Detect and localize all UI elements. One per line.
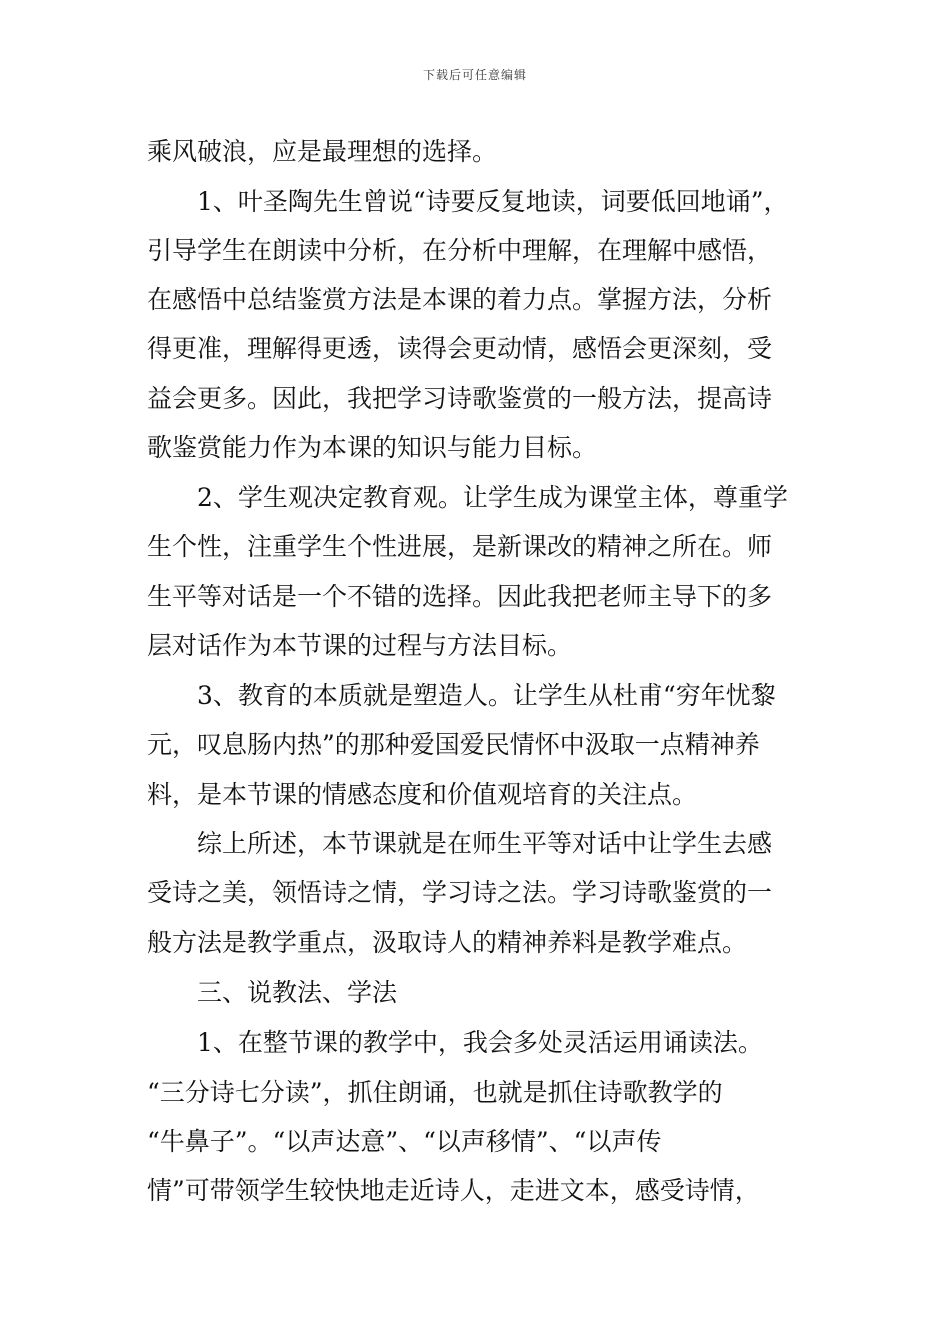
text-line: 2、学生观决定教育观。让学生成为课堂主体，尊重学: [147, 483, 788, 512]
text-line: “牛鼻子”。“以声达意”、“以声移情”、“以声传: [147, 1127, 662, 1156]
text-line: “三分诗七分读”，抓住朗诵，也就是抓住诗歌教学的: [147, 1078, 723, 1107]
page-header: 下载后可任意编辑: [422, 68, 527, 82]
text-line: 般方法是教学重点，汲取诗人的精神养料是教学难点。: [147, 928, 748, 957]
text-line: 生个性，注重学生个性进展，是新课改的精神之所在。师: [147, 532, 773, 561]
text-line: 层对话作为本节课的过程与方法目标。: [147, 631, 573, 660]
text-line: 元，叹息肠内热”的那种爱国爱民情怀中汲取一点精神养: [147, 730, 760, 759]
text-line: 1、叶圣陶先生曾说“诗要反复地读，词要低回地诵”，: [147, 187, 789, 216]
text-line: 料，是本节课的情感态度和价值观培育的关注点。: [147, 780, 698, 809]
text-line: 三、说教法、学法: [147, 978, 398, 1007]
text-line: 综上所述，本节课就是在师生平等对话中让学生去感: [147, 829, 773, 858]
text-line: 乘风破浪，应是最理想的选择。: [147, 137, 498, 166]
text-line: 益会更多。因此，我把学习诗歌鉴赏的一般方法，提高诗: [147, 384, 773, 413]
text-line: 得更准，理解得更透，读得会更动情，感悟会更深刻，受: [147, 334, 773, 363]
text-line: 在感悟中总结鉴赏方法是本课的着力点。掌握方法，分析: [147, 285, 773, 314]
text-line: 受诗之美，领悟诗之情，学习诗之法。学习诗歌鉴赏的一: [147, 878, 773, 907]
text-line: 生平等对话是一个不错的选择。因此我把老师主导下的多: [147, 582, 773, 611]
text-line: 情”可带领学生较快地走近诗人，走进文本，感受诗情，: [147, 1176, 760, 1205]
text-line: 1、在整节课的教学中，我会多处灵活运用诵读法。: [147, 1028, 763, 1057]
text-line: 歌鉴赏能力作为本课的知识与能力目标。: [147, 433, 598, 462]
text-line: 引导学生在朗读中分析，在分析中理解，在理解中感悟，: [147, 236, 773, 265]
text-line: 3、教育的本质就是塑造人。让学生从杜甫“穷年忧黎: [147, 681, 776, 710]
